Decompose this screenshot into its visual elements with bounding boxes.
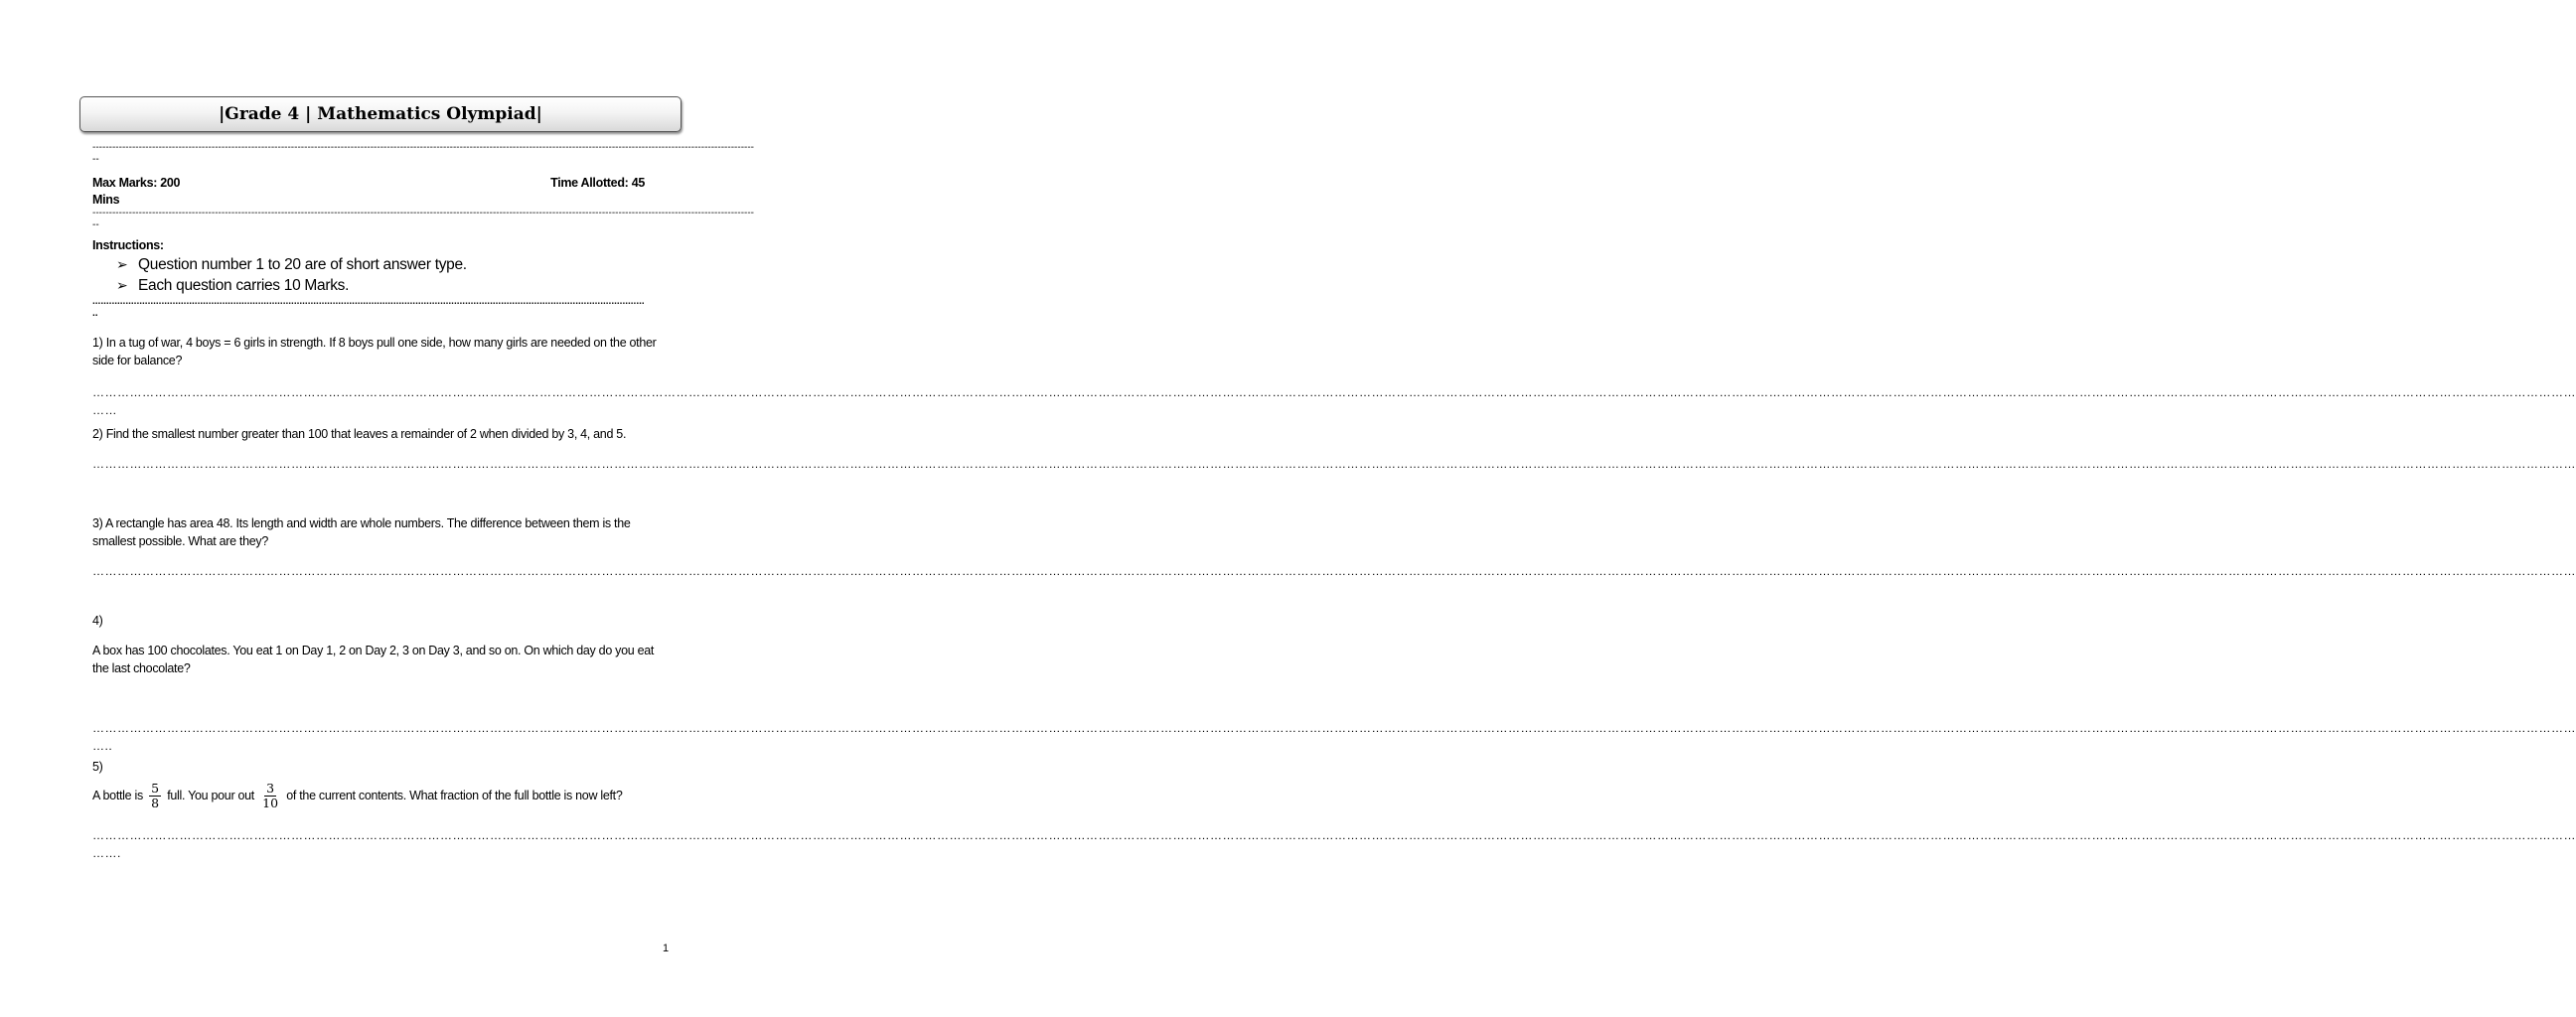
dash-separator-tail: -- bbox=[92, 154, 99, 165]
answer-line[interactable]: …………………………………………………………………………………………………………………………………………………………………………………………………………………………………………………………………………………………………………………………………………………………………………………………………………………………………………………………………………………………………………………………………………………… bbox=[92, 385, 2576, 399]
question-2 bbox=[92, 425, 669, 443]
arrow-bullet-icon: ➢ bbox=[116, 277, 128, 293]
question-1 bbox=[92, 334, 669, 369]
question-text: Find the smallest number greater than 100 that leaves a remainder of 2 when divided by 3, 4, and 5. bbox=[105, 427, 627, 441]
answer-line-tail: ……. bbox=[92, 846, 121, 860]
fraction-five-eighths bbox=[149, 782, 161, 810]
dotted-separator-tail: .. bbox=[92, 308, 98, 319]
question-4-text: A box has 100 chocolates. You eat 1 on Day 1, 2 on Day 2, 3 on Day 3, and so on. On which day do you eat the last chocolate? bbox=[92, 644, 655, 675]
question-number: 3) bbox=[92, 516, 103, 530]
answer-line[interactable]: …………………………………………………………………………………………………………………………………………………………………………………………………………………………………………………………………………………………………………………………………………………………………………………………………………………………………………………………………………………………………………………………………………………… bbox=[92, 564, 2576, 578]
fraction-denominator: 8 bbox=[151, 796, 160, 810]
title-banner bbox=[79, 96, 682, 132]
answer-line[interactable]: …………………………………………………………………………………………………………………………………………………………………………………………………………………………………………………………………………………………………………………………………………………………………………………………………………………………………………………………………………………………………………………………………………………… bbox=[92, 457, 2576, 471]
fraction-numerator: 3 bbox=[266, 781, 275, 796]
question-number: 2) bbox=[92, 427, 103, 441]
question-5-number: 5) bbox=[92, 760, 103, 774]
question-text-part: of the current contents. What fraction of the full bottle is now left? bbox=[286, 788, 623, 802]
arrow-bullet-icon: ➢ bbox=[116, 256, 128, 272]
instruction-item bbox=[116, 254, 669, 275]
question-3 bbox=[92, 514, 669, 550]
fraction-three-tenths bbox=[260, 782, 280, 810]
instruction-text: Question number 1 to 20 are of short answer type. bbox=[138, 256, 467, 273]
dotted-separator: ........................................................................................................................................................................................................ bbox=[92, 296, 645, 307]
worksheet-content bbox=[92, 142, 2576, 862]
page-number: 1 bbox=[663, 943, 670, 954]
question-4-number: 4) bbox=[92, 614, 103, 628]
time-allotted: Time Allotted: 45 bbox=[550, 176, 645, 190]
question-5-text bbox=[92, 782, 669, 810]
marks-row bbox=[92, 174, 645, 191]
answer-line[interactable]: …………………………………………………………………………………………………………………………………………………………………………………………………………………………………………………………………………………………………………………………………………………………………………………………………………………………………………………………………………………………………………………………………………………… bbox=[92, 828, 2576, 842]
question-text-part: full. You pour out bbox=[167, 788, 254, 802]
question-text: A rectangle has area 48. Its length and width are whole numbers. The difference between them is the smallest possible. What are they? bbox=[92, 516, 631, 548]
question-text: In a tug of war, 4 boys = 6 girls in strength. If 8 boys pull one side, how many girls are needed on the other side for balance? bbox=[92, 336, 657, 367]
dash-separator: -------------------------------------------------------------------------------------------------------------------------------------------------------------------------------------------------------- bbox=[92, 208, 755, 218]
instruction-item bbox=[116, 275, 669, 296]
question-text-part: A bottle is bbox=[92, 788, 143, 802]
instructions-label: Instructions: bbox=[92, 238, 164, 252]
question-number: 1) bbox=[92, 336, 103, 350]
page-title: |Grade 4 | Mathematics Olympiad| bbox=[219, 104, 542, 124]
dash-separator: -------------------------------------------------------------------------------------------------------------------------------------------------------------------------------------------------------- bbox=[92, 142, 755, 153]
answer-line[interactable]: …………………………………………………………………………………………………………………………………………………………………………………………………………………………………………………………………………………………………………………………………………………………………………………………………………………………………………………………………………………………………………………………………………………… bbox=[92, 721, 2576, 735]
dash-separator-tail: -- bbox=[92, 219, 99, 230]
fraction-numerator: 5 bbox=[151, 781, 160, 796]
instruction-text: Each question carries 10 Marks. bbox=[138, 277, 350, 294]
time-unit: Mins bbox=[92, 193, 120, 207]
instructions-list bbox=[92, 254, 669, 296]
answer-line-tail: ….. bbox=[92, 739, 113, 753]
answer-line-tail: …… bbox=[92, 403, 117, 417]
fraction-denominator: 10 bbox=[262, 796, 279, 810]
max-marks: Max Marks: 200 bbox=[92, 176, 181, 190]
